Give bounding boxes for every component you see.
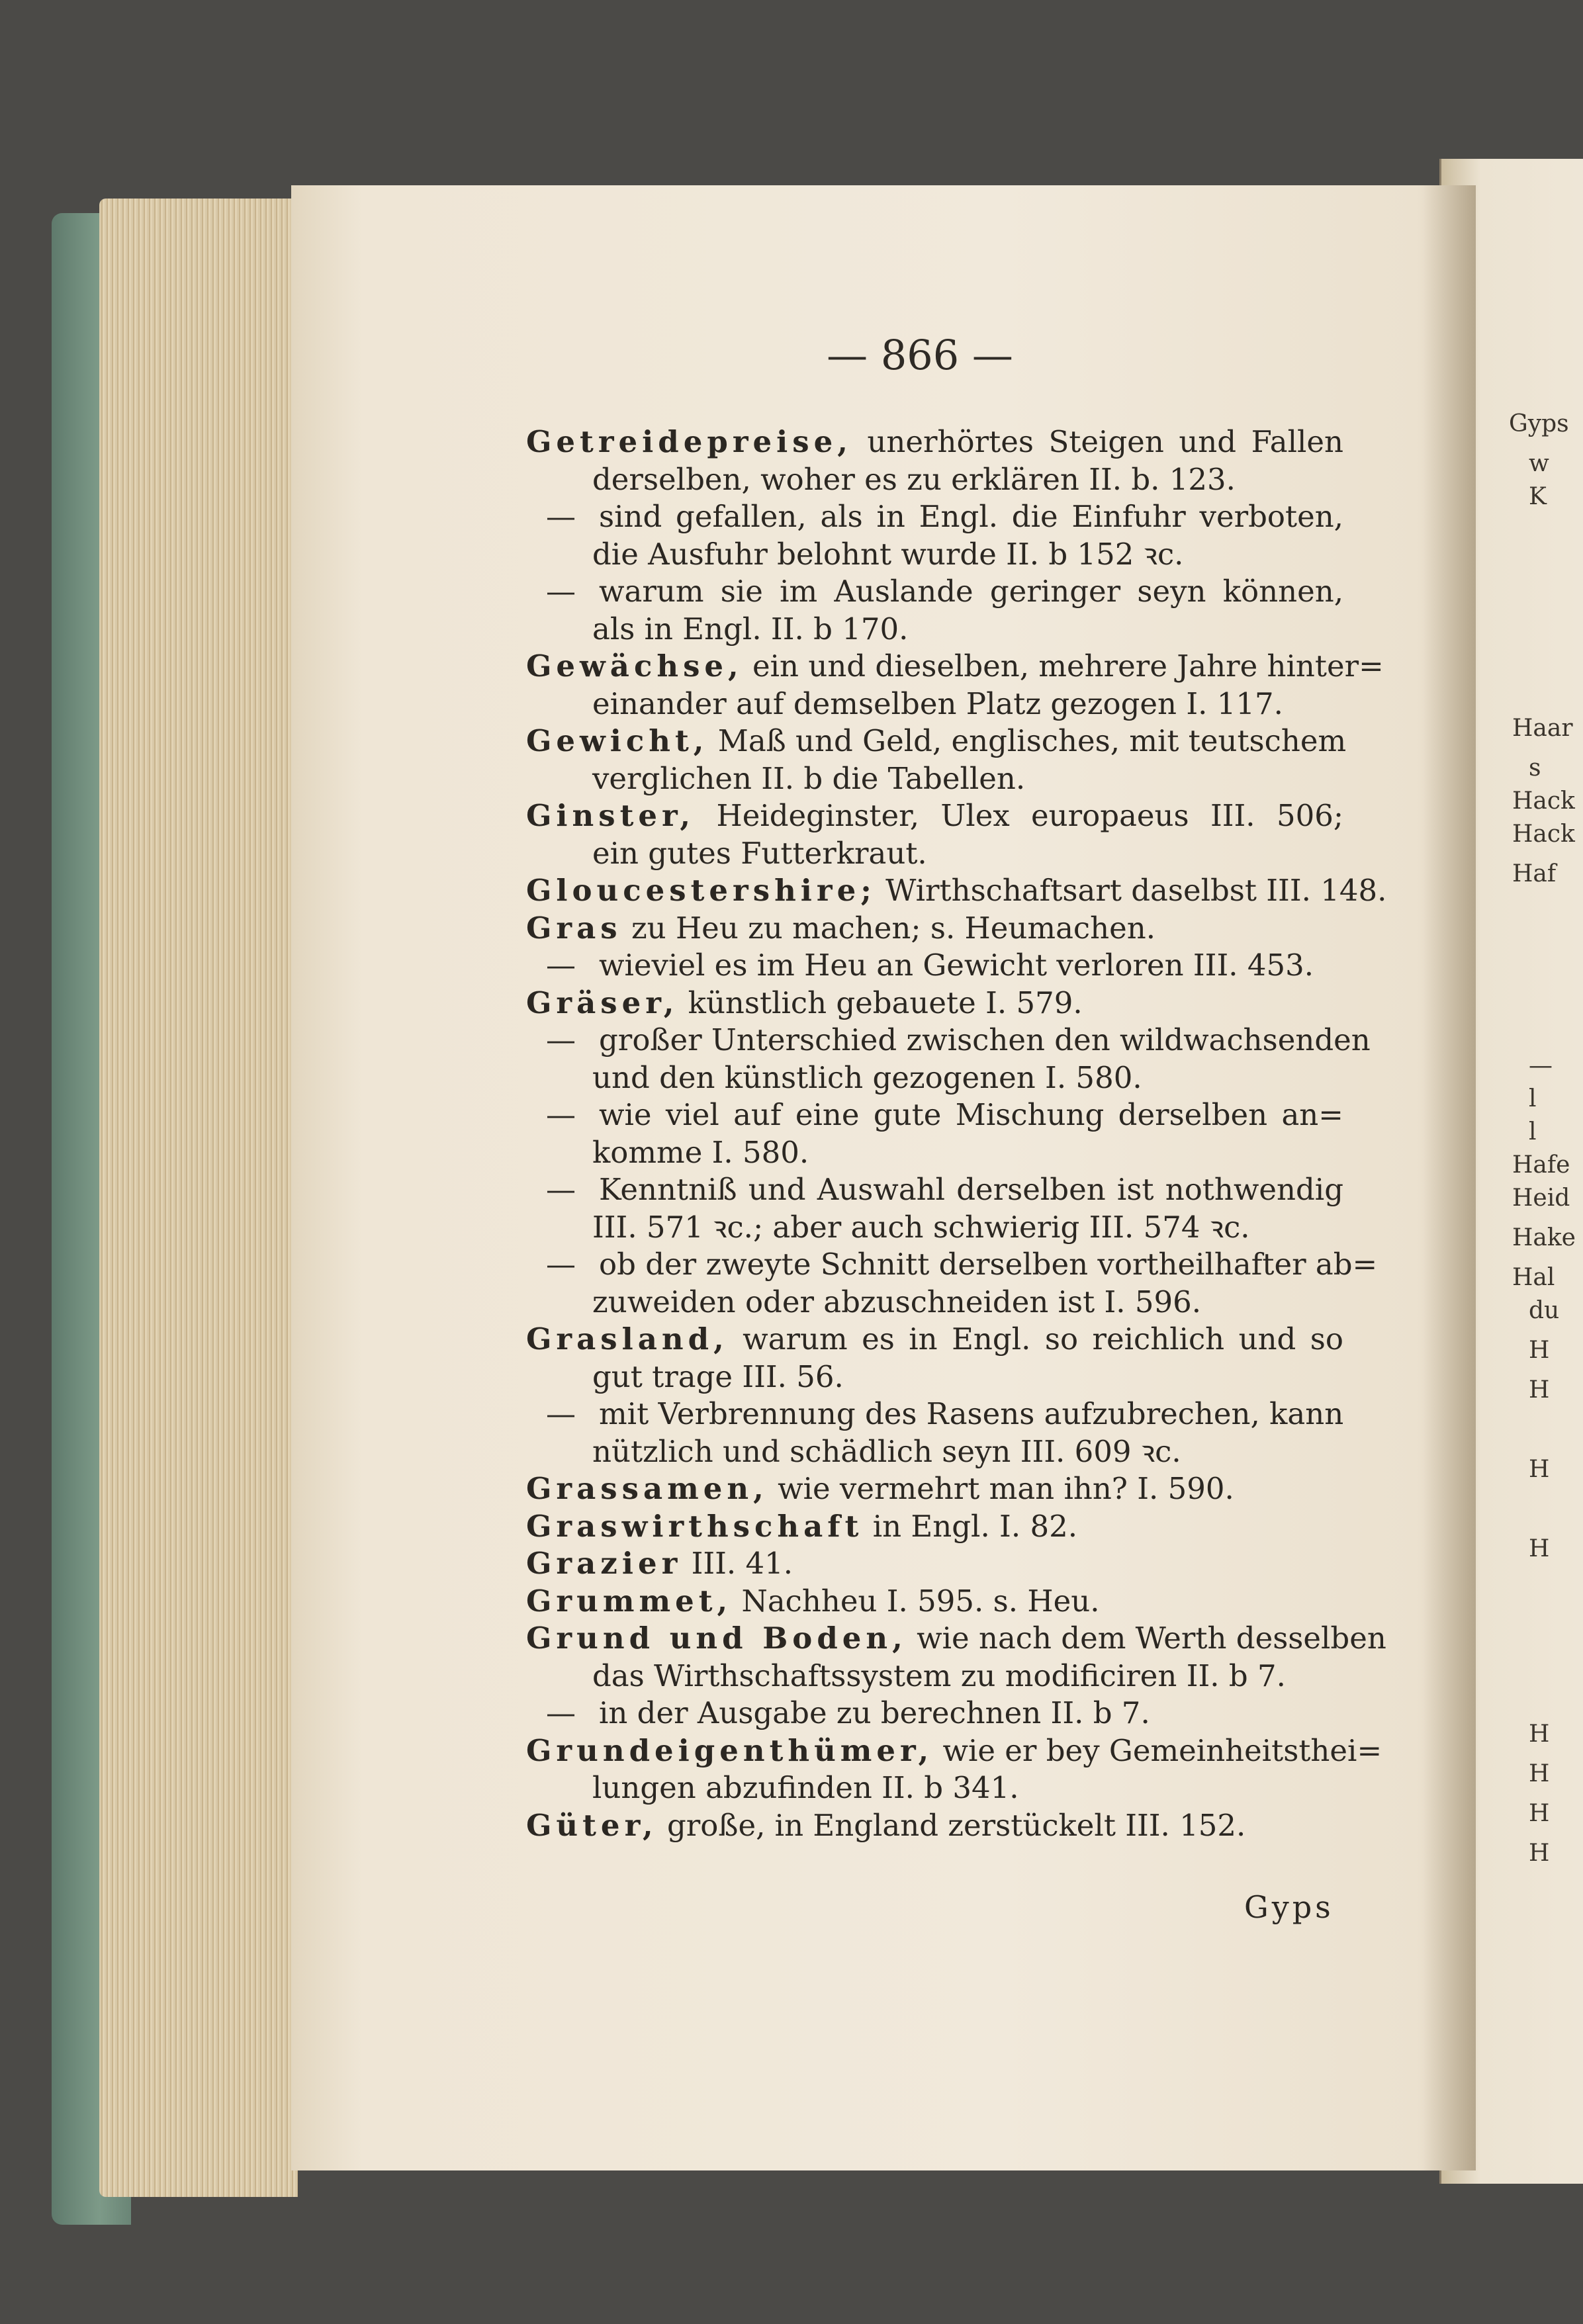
right-page-fragment: Heid	[1512, 1184, 1570, 1212]
sub-entry	[526, 1171, 1343, 1209]
entry-continuation	[526, 1769, 1343, 1807]
entry-text: verglichen II. b die Tabellen.	[592, 760, 1026, 796]
headword: Getreidepreise,	[526, 424, 852, 459]
entry-continuation	[526, 1359, 1343, 1396]
headword: Grazier	[526, 1546, 682, 1581]
repeat-dash: —	[546, 1695, 576, 1730]
right-page-fragment: H	[1529, 1376, 1550, 1404]
entry-text: ein und dieselben, mehrere Jahre hinter=	[743, 648, 1384, 684]
index-entry	[526, 1732, 1382, 1770]
sub-entry	[526, 573, 1343, 611]
index-entry	[526, 1545, 1343, 1583]
entry-text: wie nach dem Werth desselben	[907, 1621, 1386, 1656]
entry-continuation	[526, 461, 1343, 499]
entry-text: wieviel es im Heu an Gewicht verloren III. 453.	[599, 948, 1314, 983]
entry-text: Wirthschaftsart daselbst III. 148.	[876, 873, 1387, 908]
index-entry	[526, 723, 1347, 760]
entry-continuation	[526, 611, 1343, 648]
entry-continuation	[526, 536, 1343, 574]
entry-text: warum sie im Auslande geringer seyn können,	[599, 574, 1343, 609]
right-page-fragment: H	[1529, 1760, 1550, 1787]
repeat-dash: —	[546, 1172, 576, 1207]
entry-text: Nachheu I. 595. s. Heu.	[732, 1583, 1100, 1619]
repeat-dash: —	[546, 1022, 576, 1057]
sub-entry	[526, 1246, 1378, 1284]
headword: Güter,	[526, 1807, 658, 1843]
entry-text: wie er bey Gemeinheitsthei=	[933, 1732, 1382, 1768]
entry-text: nützlich und schädlich seyn III. 609 ꝛc.	[592, 1433, 1181, 1469]
right-page-fragment: s	[1529, 754, 1541, 782]
repeat-dash: —	[546, 1097, 576, 1132]
entry-text: komme I. 580.	[592, 1134, 809, 1170]
right-page-fragment: K	[1529, 483, 1547, 510]
entry-text: große, in England zerstückelt III. 152.	[657, 1807, 1246, 1843]
entry-continuation	[526, 686, 1343, 723]
entry-text: unerhörtes Steigen und Fallen	[852, 424, 1343, 459]
right-page-fragment: Hack	[1512, 787, 1575, 815]
headword: Ginster,	[526, 798, 696, 833]
right-page-fragment: l	[1529, 1085, 1537, 1112]
headword: Gloucestershire;	[526, 873, 876, 908]
right-page-fragment: H	[1529, 1535, 1550, 1562]
headword: Gewicht,	[526, 723, 709, 758]
sub-entry	[526, 1022, 1371, 1059]
entry-text: wie viel auf eine gute Mischung derselben an=	[599, 1097, 1343, 1132]
entry-continuation	[526, 835, 1343, 873]
sub-entry	[526, 947, 1343, 985]
entry-text: in der Ausgabe zu berechnen II. b 7.	[599, 1695, 1150, 1730]
entry-text: in Engl. I. 82.	[863, 1508, 1078, 1544]
entry-text: künstlich gebauete I. 579.	[678, 985, 1083, 1020]
index-entry	[526, 910, 1343, 948]
index-entry	[526, 1508, 1343, 1546]
headword: Gewächse,	[526, 648, 743, 684]
index-entry	[526, 1321, 1343, 1359]
index-entry	[526, 424, 1343, 461]
right-page-fragment: du	[1529, 1297, 1560, 1324]
right-page-fragment: Hal	[1512, 1264, 1555, 1291]
sub-entry	[526, 1396, 1343, 1433]
entry-text: Maß und Geld, englisches, mit teutschem	[708, 723, 1347, 758]
headword: Grund und Boden,	[526, 1621, 907, 1656]
headword: Grassamen,	[526, 1471, 768, 1506]
entry-text: warum es in Engl. so reichlich und so	[728, 1321, 1343, 1357]
entry-continuation	[526, 1658, 1343, 1695]
right-page-fragment: Gyps	[1509, 410, 1569, 437]
sub-entry	[526, 1695, 1343, 1732]
right-page-fragment: —	[1529, 1052, 1553, 1079]
right-page-fragment: H	[1529, 1721, 1550, 1748]
entry-text: Kenntniß und Auswahl derselben ist nothwendig	[599, 1172, 1343, 1207]
right-page-fragment: Haf	[1512, 860, 1557, 887]
entry-text: wie vermehrt man ihn? I. 590.	[768, 1471, 1234, 1506]
entry-continuation	[526, 1059, 1343, 1097]
gutter-shadow	[1423, 185, 1476, 2170]
headword: Gräser,	[526, 985, 679, 1020]
entry-text: III. 41.	[682, 1546, 793, 1581]
right-page-fragment: Hake	[1512, 1224, 1576, 1251]
repeat-dash: —	[546, 1396, 576, 1431]
entry-continuation	[526, 1284, 1343, 1321]
entry-text: sind gefallen, als in Engl. die Einfuhr verboten,	[599, 499, 1343, 534]
index-entries	[526, 424, 1387, 1844]
entry-text: Heideginster, Ulex europaeus III. 506;	[695, 798, 1343, 833]
index-entry	[526, 1620, 1386, 1658]
entry-text: mit Verbrennung des Rasens aufzubrechen, kann	[599, 1396, 1344, 1431]
catchword: Gyps	[1244, 1889, 1334, 1925]
right-page-fragment: H	[1529, 1337, 1550, 1364]
page-number: — 866 —	[827, 331, 1013, 379]
index-entry	[526, 1583, 1343, 1621]
right-page-fragment: Hack	[1512, 821, 1575, 848]
page-edges	[99, 199, 298, 2197]
entry-text: das Wirthschaftssystem zu modificiren II. b 7.	[592, 1658, 1286, 1693]
entry-text: die Ausfuhr belohnt wurde II. b 152 ꝛc.	[592, 536, 1184, 572]
headword: Grundeigenthümer,	[526, 1732, 934, 1768]
entry-text: als in Engl. II. b 170.	[592, 611, 909, 647]
repeat-dash: —	[546, 1247, 576, 1282]
entry-text: großer Unterschied zwischen den wildwachsenden	[599, 1022, 1371, 1057]
entry-continuation	[526, 1134, 1343, 1172]
headword: Gras	[526, 910, 622, 946]
headword: Grasland,	[526, 1321, 729, 1357]
entry-text: zuweiden oder abzuschneiden ist I. 596.	[592, 1284, 1202, 1319]
index-entry	[526, 1807, 1343, 1845]
right-page-fragment: l	[1529, 1118, 1537, 1145]
right-page-fragment: w	[1529, 450, 1549, 477]
entry-continuation	[526, 1209, 1343, 1247]
entry-text: ein gutes Futterkraut.	[592, 835, 927, 871]
entry-text: ob der zweyte Schnitt derselben vortheilhafter ab=	[599, 1247, 1378, 1282]
entry-text: derselben, woher es zu erklären II. b. 123.	[592, 461, 1236, 497]
index-entry	[526, 1470, 1343, 1508]
entry-text: und den künstlich gezogenen I. 580.	[592, 1059, 1142, 1095]
sub-entry	[526, 1096, 1343, 1134]
right-page-fragment: H	[1529, 1456, 1550, 1483]
right-page-fragment: H	[1529, 1840, 1550, 1867]
right-page-fragment: H	[1529, 1800, 1550, 1827]
entry-text: einander auf demselben Platz gezogen I. 117.	[592, 686, 1283, 721]
right-page-fragment: Haar	[1512, 715, 1573, 742]
entry-text: III. 571 ꝛc.; aber auch schwierig III. 574 ꝛc.	[592, 1209, 1250, 1245]
headword: Grummet,	[526, 1583, 733, 1619]
index-entry	[526, 797, 1343, 835]
entry-text: gut trage III. 56.	[592, 1359, 844, 1394]
repeat-dash: —	[546, 499, 576, 534]
headword: Graswirthschaft	[526, 1508, 864, 1544]
entry-continuation	[526, 1433, 1343, 1471]
repeat-dash: —	[546, 574, 576, 609]
index-entry	[526, 872, 1387, 910]
right-page-fragment: Hafe	[1512, 1151, 1570, 1179]
entry-continuation	[526, 760, 1343, 798]
repeat-dash: —	[546, 948, 576, 983]
sub-entry	[526, 498, 1343, 536]
index-entry	[526, 985, 1343, 1022]
entry-text: zu Heu zu machen; s. Heumachen.	[621, 910, 1156, 946]
index-entry	[526, 648, 1384, 686]
entry-text: lungen abzufinden II. b 341.	[592, 1770, 1019, 1805]
